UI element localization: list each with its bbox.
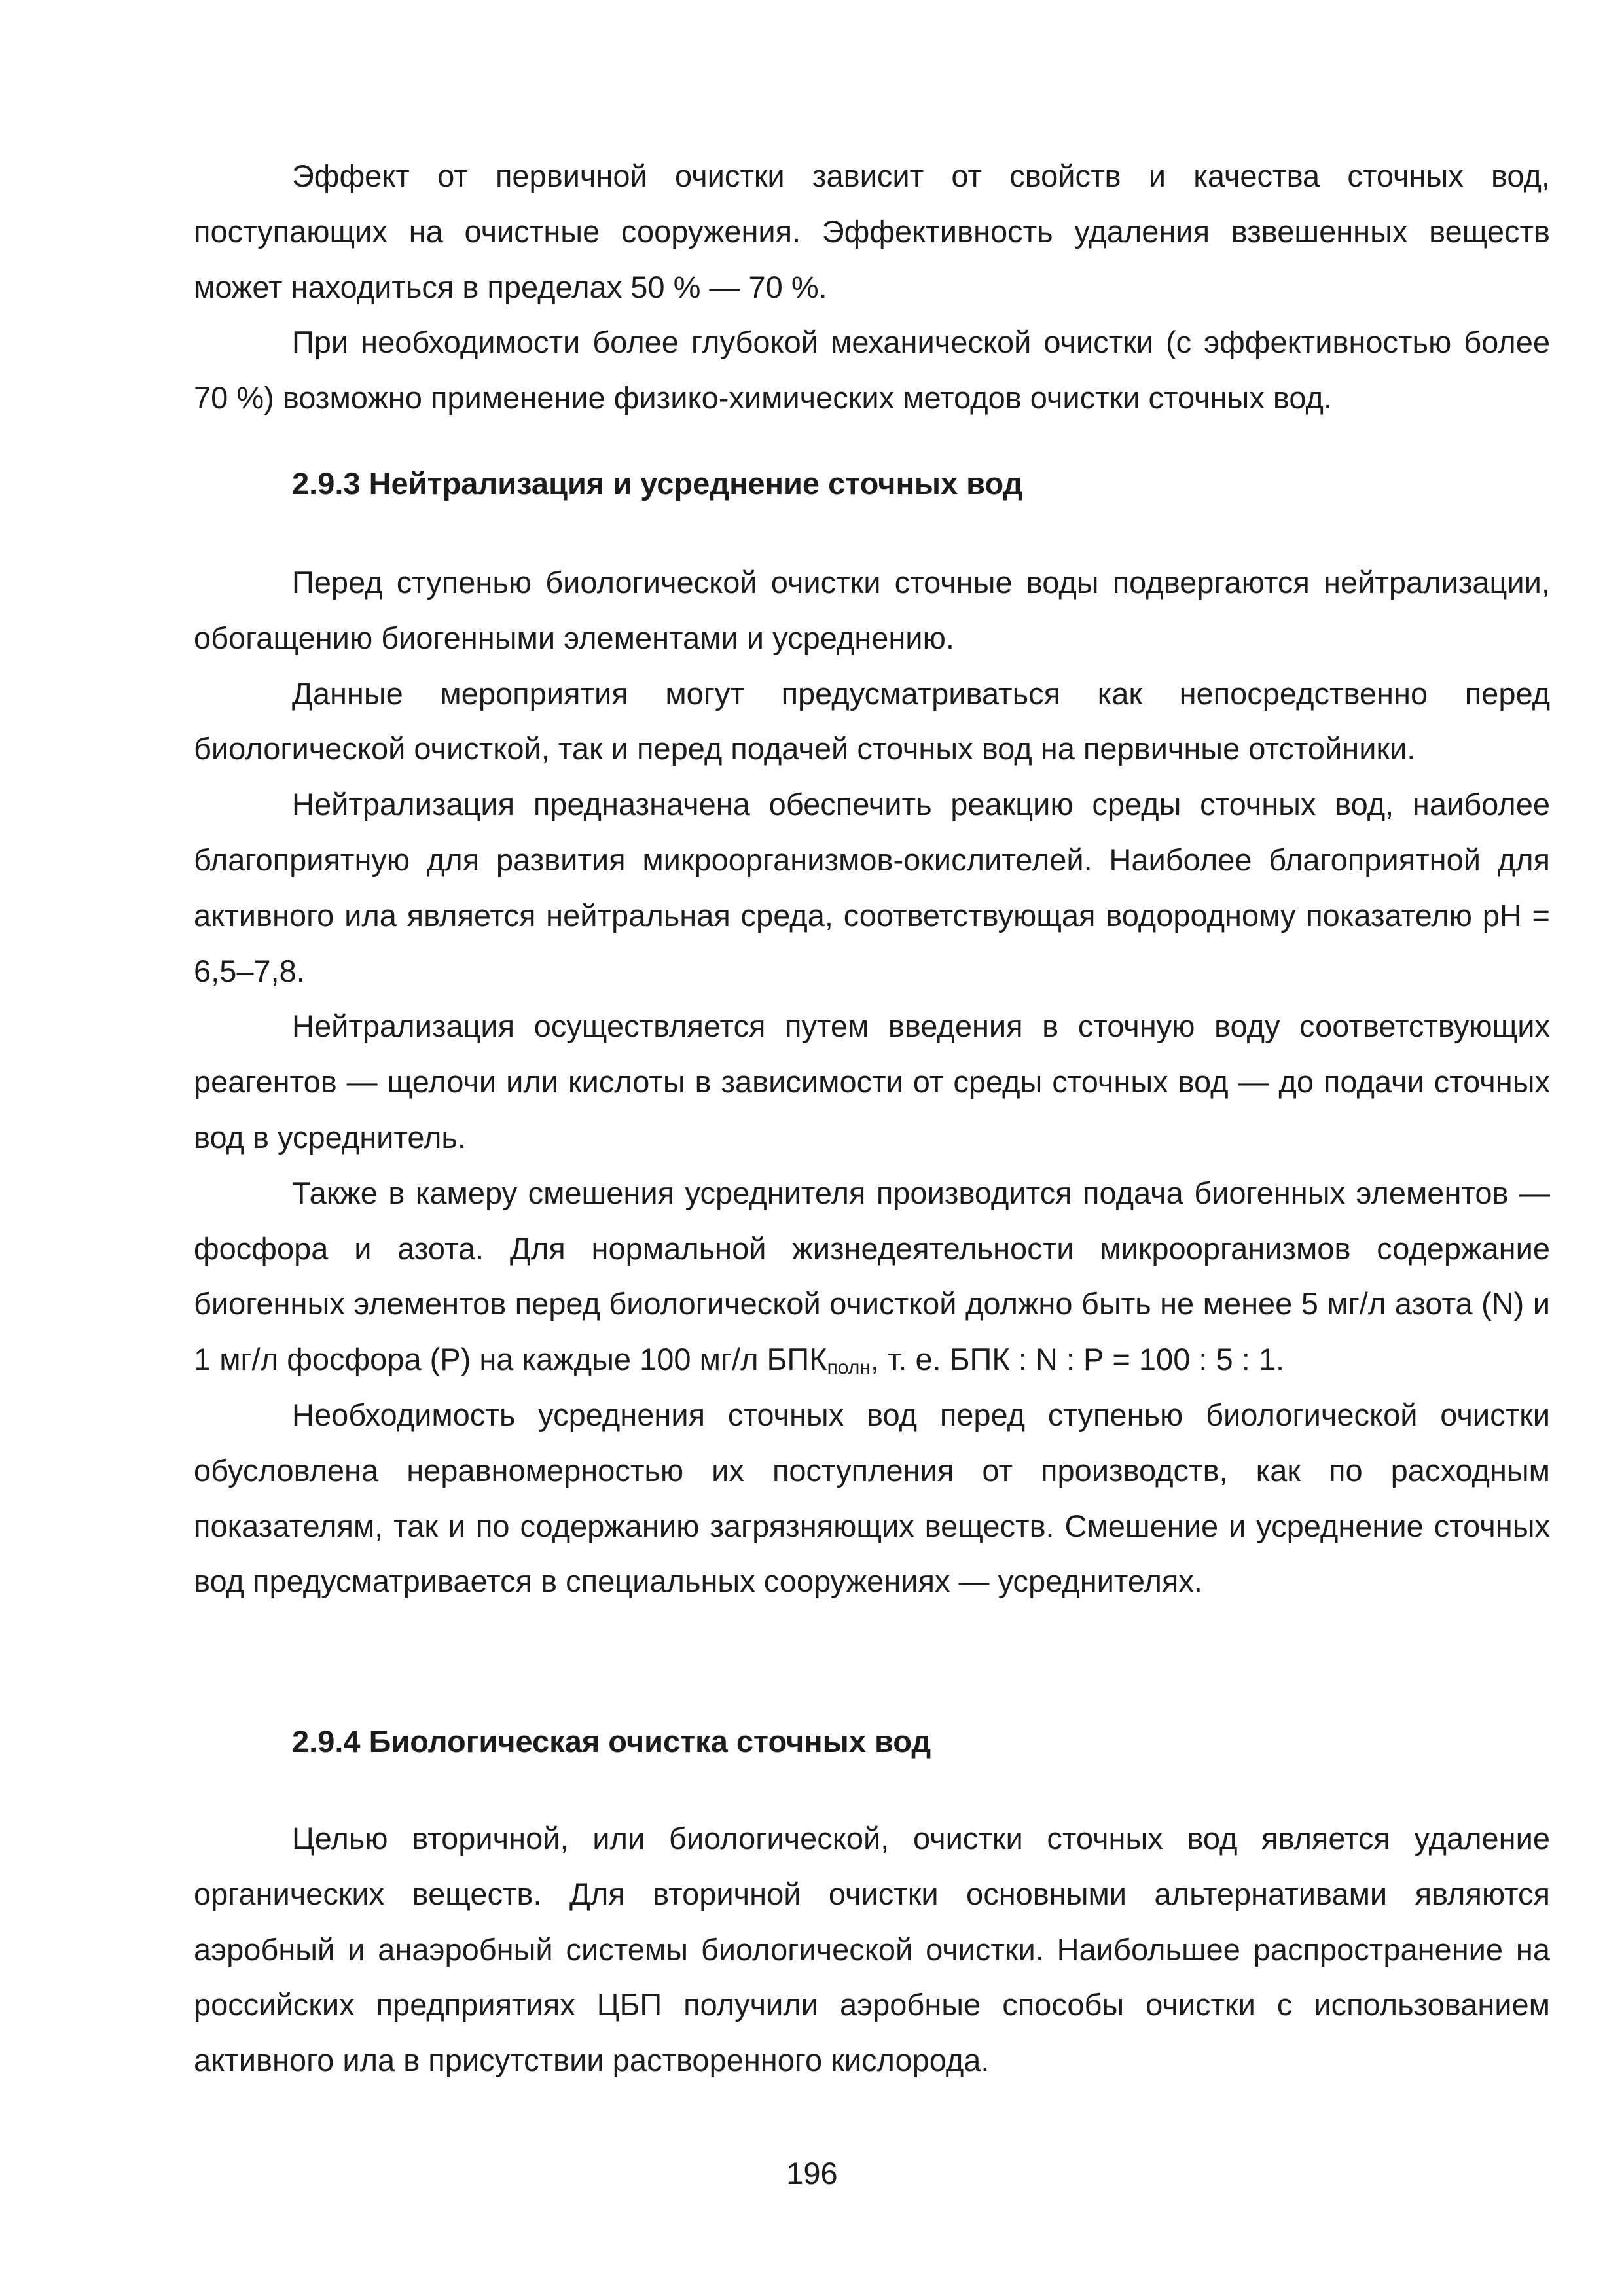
paragraph-reagents: Нейтрализация осуществляется путем введения в сточную воду соответствующих реагентов — щелочи или кислоты в зависимости от среды сточных вод — до подачи сточных вод в усреднитель.: [194, 1009, 1550, 1155]
section-2-9-4-body: [194, 1811, 1550, 2089]
biogenic-text: Также в камеру смешения усреднителя производится подача биогенных элементов — фосфора и азота. Для нормальной жизнедеятельности микроорганизмов содержание биогенных элементов перед биологической очисткой должно быть не менее 5 мг/л азота (N) и 1 мг/л фосфора (Р) на каждые 100 мг/л БПК: [194, 1175, 1550, 1377]
section-heading-2-9-4: 2.9.4 Биологическая очистка сточных вод: [292, 1724, 931, 1759]
paragraph-deep-mechanical-treatment: При необходимости более глубокой механической очистки (с эффективностью более 70 %) возможно применение физико-химических методов очистки сточных вод.: [194, 325, 1550, 416]
section-2-9-4: [194, 1714, 1550, 1770]
paragraph-equalization-need: Необходимость усреднения сточных вод перед ступенью биологической очистки обусловлена неравномерностью их поступления от производств, как по расходным показателям, так и по содержанию загрязняющих веществ. Смешение и усреднение сточных вод предусматривается в специальных сооружениях — усреднителях.: [194, 1397, 1550, 1599]
ratio-text: , т. е. БПК : N : Р = 100 : 5 : 1.: [870, 1342, 1285, 1377]
section-2-9-3: [194, 456, 1550, 512]
paragraph-neutralization-purpose: Нейтрализация предназначена обеспечить реакцию среды сточных вод, наиболее благоприятную для развития микроорганизмов-окислителей. Наиболее благоприятной для активного ила является нейтральная среда, соответствующая водородному показателю pH = 6,5–7,8.: [194, 787, 1550, 988]
intro-block: [194, 149, 1550, 426]
bod-subscript: полн: [827, 1357, 871, 1379]
section-2-9-3-body: [194, 555, 1550, 1609]
section-heading-2-9-3: 2.9.3 Нейтрализация и усреднение сточных вод: [292, 466, 1023, 501]
paragraph-biogenic-elements: [194, 1166, 1550, 1388]
paragraph-biological-treatment: Целью вторичной, или биологической, очистки сточных вод является удаление органических веществ. Для вторичной очистки основными альтернативами являются аэробный и анаэробный системы биологической очистки. Наибольшее распространение на российских предприятиях ЦБП получили аэробные способы очистки с использованием активного ила в присутствии растворенного кислорода.: [194, 1821, 1550, 2078]
paragraph-neutralization-intro: Перед ступенью биологической очистки сточные воды подвергаются нейтрализации, обогащению биогенными элементами и усреднению.: [194, 565, 1550, 655]
page-number: 196: [786, 2156, 838, 2191]
paragraph-measures: Данные мероприятия могут предусматриваться как непосредственно перед биологической очисткой, так и перед подачей сточных вод на первичные отстойники.: [194, 675, 1550, 766]
paragraph-primary-treatment-effect: Эффект от первичной очистки зависит от свойств и качества сточных вод, поступающих на очистные сооружения. Эффективность удаления взвешенных веществ может находиться в пределах 50 % — 70 %.: [194, 158, 1550, 304]
